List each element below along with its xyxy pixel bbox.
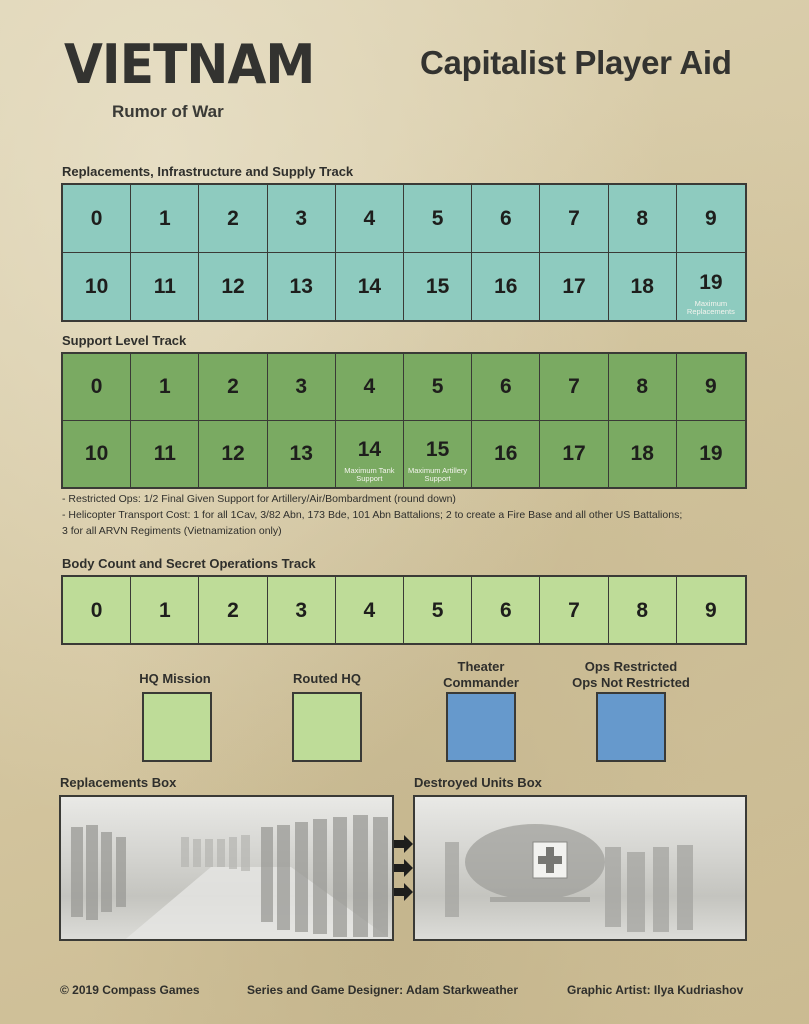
track-space-15[interactable]: 15 — [404, 253, 472, 321]
track-space-3[interactable]: 3 — [268, 354, 336, 421]
track-space-13[interactable]: 13 — [268, 253, 336, 321]
designer-credit: Series and Game Designer: Adam Starkweather — [247, 983, 518, 997]
track-space-7[interactable]: 7 — [540, 577, 608, 643]
track-space-16[interactable]: 16 — [472, 253, 540, 321]
track-space-8[interactable]: 8 — [609, 577, 677, 643]
track-space-12[interactable]: 12 — [199, 253, 267, 321]
track-space-6[interactable]: 6 — [472, 185, 540, 253]
soldiers-photo-icon — [61, 797, 394, 941]
support-track-label: Support Level Track — [62, 333, 187, 348]
track-space-11[interactable]: 11 — [131, 421, 199, 488]
track-space-10[interactable]: 10 — [63, 421, 131, 488]
track-space-5[interactable]: 5 — [404, 354, 472, 421]
track-space-15[interactable]: 15 Maximum Artillery Support — [404, 421, 472, 488]
ops-restricted-label: Ops Restricted Ops Not Restricted — [572, 659, 690, 690]
track-space-14[interactable]: 14 — [336, 253, 404, 321]
track-space-6[interactable]: 6 — [472, 354, 540, 421]
track-space-18[interactable]: 18 — [609, 421, 677, 488]
ops-restricted-box[interactable] — [596, 692, 666, 762]
track-space-17[interactable]: 17 — [540, 421, 608, 488]
page-title: Capitalist Player Aid — [420, 44, 732, 81]
track-space-12[interactable]: 12 — [199, 421, 267, 488]
replacements-box-label: Replacements Box — [60, 775, 177, 790]
track-space-16[interactable]: 16 — [472, 421, 540, 488]
track-space-9[interactable]: 9 — [677, 185, 745, 253]
track-space-7[interactable]: 7 — [540, 185, 608, 253]
routed-hq-label: Routed HQ — [293, 671, 361, 686]
helicopter-cost-rule-cont: 3 for all ARVN Regiments (Vietnamization only) — [62, 524, 282, 537]
track-space-18[interactable]: 18 — [609, 253, 677, 321]
track-space-9[interactable]: 9 — [677, 354, 745, 421]
track-space-1[interactable]: 1 — [131, 577, 199, 643]
track-space-2[interactable]: 2 — [199, 185, 267, 253]
replacements-track-label: Replacements, Infrastructure and Supply Track — [62, 164, 354, 179]
arrow-right-icon — [394, 883, 413, 901]
helicopter-cost-rule: - Helicopter Transport Cost: 1 for all 1Cav, 3/82 Abn, 173 Bde, 101 Abn Battalions; 2 to create a Fire Base and all other US Battalions; — [62, 508, 683, 521]
track-space-3[interactable]: 3 — [268, 577, 336, 643]
track-space-10[interactable]: 10 — [63, 253, 131, 321]
arrow-right-icon — [394, 835, 413, 853]
arrow-right-icon — [394, 859, 413, 877]
track-space-4[interactable]: 4 — [336, 577, 404, 643]
track-space-1[interactable]: 1 — [131, 354, 199, 421]
track-space-0[interactable]: 0 — [63, 577, 131, 643]
track-space-19[interactable]: 19 Maximum Replacements — [677, 253, 745, 321]
logo-title: VIETNAM — [64, 33, 315, 96]
track-space-0[interactable]: 0 — [63, 185, 131, 253]
logo-subtitle: Rumor of War — [112, 102, 224, 121]
replacements-track — [61, 183, 747, 322]
transfer-arrows — [394, 795, 414, 941]
track-space-3[interactable]: 3 — [268, 185, 336, 253]
track-space-2[interactable]: 2 — [199, 577, 267, 643]
routed-hq-box[interactable] — [292, 692, 362, 762]
max-tank-support-note: Maximum Tank Support — [344, 465, 395, 484]
max-replacements-note: Maximum Replacements — [686, 298, 735, 317]
helicopter-photo-icon — [415, 797, 747, 941]
track-space-8[interactable]: 8 — [609, 185, 677, 253]
track-space-14[interactable]: 14 Maximum Tank Support — [336, 421, 404, 488]
track-space-19[interactable]: 19 — [677, 421, 745, 488]
body-count-track — [61, 575, 747, 645]
track-space-17[interactable]: 17 — [540, 253, 608, 321]
track-space-13[interactable]: 13 — [268, 421, 336, 488]
track-space-1[interactable]: 1 — [131, 185, 199, 253]
replacements-box[interactable] — [59, 795, 394, 941]
support-level-track — [61, 352, 747, 489]
copyright-text: © 2019 Compass Games — [60, 983, 200, 997]
body-count-track-label: Body Count and Secret Operations Track — [62, 556, 316, 571]
artist-credit: Graphic Artist: Ilya Kudriashov — [567, 983, 744, 997]
track-space-5[interactable]: 5 — [404, 185, 472, 253]
track-space-11[interactable]: 11 — [131, 253, 199, 321]
hq-mission-label: HQ Mission — [139, 671, 211, 686]
track-space-2[interactable]: 2 — [199, 354, 267, 421]
track-space-5[interactable]: 5 — [404, 577, 472, 643]
destroyed-units-box[interactable] — [413, 795, 747, 941]
track-space-4[interactable]: 4 — [336, 354, 404, 421]
theater-commander-label: Theater Commander — [443, 659, 519, 690]
destroyed-units-box-label: Destroyed Units Box — [414, 775, 542, 790]
track-space-7[interactable]: 7 — [540, 354, 608, 421]
max-artillery-support-note: Maximum Artillery Support — [407, 465, 468, 484]
track-space-0[interactable]: 0 — [63, 354, 131, 421]
rules-notes — [62, 492, 782, 539]
track-space-4[interactable]: 4 — [336, 185, 404, 253]
hq-mission-box[interactable] — [142, 692, 212, 762]
restricted-ops-rule: - Restricted Ops: 1/2 Final Given Support for Artillery/Air/Bombardment (round down) — [62, 493, 456, 505]
theater-commander-box[interactable] — [446, 692, 516, 762]
track-space-6[interactable]: 6 — [472, 577, 540, 643]
track-space-9[interactable]: 9 — [677, 577, 745, 643]
track-space-8[interactable]: 8 — [609, 354, 677, 421]
